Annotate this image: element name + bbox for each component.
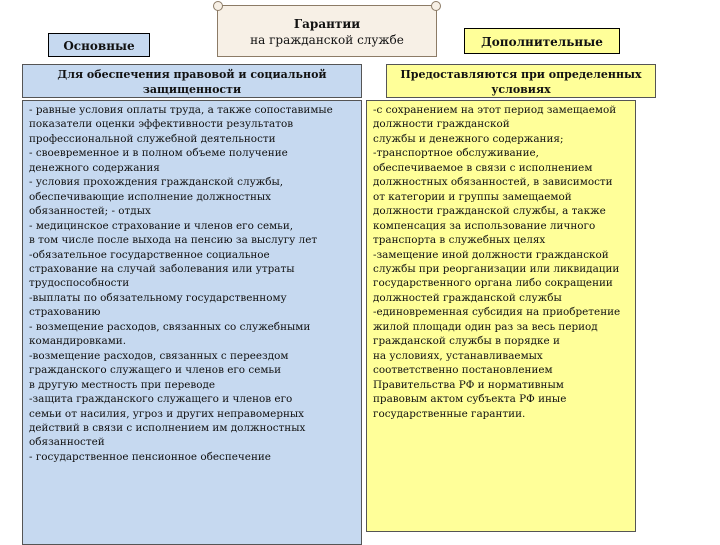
additional-guarantee-line: -единовременная субсидия на приобретение xyxy=(373,306,621,319)
additional-guarantee-line: жилой площади один раз за весь период xyxy=(373,320,598,333)
guarantees-subtitle: на гражданской службе xyxy=(250,33,404,47)
basic-guarantee-line: - возмещение расходов, связанных со служебными xyxy=(29,320,311,333)
additional-guarantee-line: государственного органа либо сокращении xyxy=(373,277,613,290)
basic-guarantee-line: -защита гражданского служащего и членов его xyxy=(29,393,293,406)
additional-guarantee-line: соответственно постановлением xyxy=(373,364,553,377)
basic-guarantee-line: - равные условия оплаты труда, а также сопоставимые xyxy=(29,104,333,116)
basic-guarantee-line: - государственное пенсионное обеспечение xyxy=(29,450,271,463)
basic-guarantee-line: трудоспособности xyxy=(29,277,130,290)
additional-guarantee-line: -с сохранением на этот период замещаемой xyxy=(373,104,617,116)
basic-guarantees-box xyxy=(48,33,150,57)
basic-guarantee-line: обязанностей xyxy=(29,436,105,449)
basic-guarantee-line: -обязательное государственное социальное xyxy=(29,248,270,261)
additional-guarantee-line: от категории и группы замещаемой xyxy=(373,190,572,203)
additional-header-line: Предоставляются при определенных xyxy=(400,68,642,81)
basic-guarantee-line: действий в связи с исполнением им должностных xyxy=(29,421,306,434)
basic-guarantee-line: - условия прохождения гражданской службы, xyxy=(29,176,284,189)
basic-guarantee-line: - своевременное и в полном объеме получение xyxy=(29,147,288,160)
basic-guarantee-line: -выплаты по обязательному государственному xyxy=(29,291,287,304)
basic-guarantee-line: гражданского служащего и членов его семьи xyxy=(29,364,282,377)
guarantees-scroll-banner xyxy=(217,5,437,57)
additional-guarantee-line: транспорта в служебных целях xyxy=(373,234,546,247)
additional-guarantee-line: -замещение иной должности гражданской xyxy=(373,248,609,261)
additional-guarantee-line: на условиях, устанавливаемых xyxy=(373,349,543,362)
basic-header-line: Для обеспечения правовой и социальной xyxy=(57,68,327,81)
additional-guarantee-line: должностей гражданской службы xyxy=(373,291,562,304)
basic-guarantee-line: - медицинское страхование и членов его семьи, xyxy=(29,219,294,232)
basic-guarantees-label: Основные xyxy=(63,39,135,53)
additional-guarantees-header xyxy=(386,64,656,98)
basic-guarantee-line: страхование на случай заболевания или утраты xyxy=(29,262,295,275)
additional-guarantee-line: -транспортное обслуживание, xyxy=(373,147,539,160)
additional-guarantee-line: службы при реорганизации или ликвидации xyxy=(373,262,620,275)
additional-guarantee-line: должности гражданской службы, а также xyxy=(373,205,606,218)
scroll-curl-right-icon xyxy=(431,1,441,11)
additional-guarantee-line: службы и денежного содержания; xyxy=(373,132,564,145)
basic-guarantee-line: в том числе после выхода на пенсию за выслугу лет xyxy=(29,234,318,247)
additional-guarantee-line: обеспечиваемое в связи с исполнением xyxy=(373,161,593,174)
basic-guarantee-line: в другую местность при переводе xyxy=(29,378,216,391)
additional-guarantees-label: Дополнительные xyxy=(481,35,603,49)
basic-guarantee-line: денежного содержания xyxy=(29,161,160,174)
scroll-curl-left-icon xyxy=(213,1,223,11)
basic-guarantee-line: обязанностей; - отдых xyxy=(29,205,151,218)
basic-guarantee-line: -возмещение расходов, связанных с переездом xyxy=(29,349,289,362)
basic-guarantee-line: обеспечивающие исполнение должностных xyxy=(29,190,271,203)
basic-header-line: защищенности xyxy=(142,83,242,96)
basic-guarantee-line: показатели оценки эффективности результатов xyxy=(29,118,294,131)
additional-guarantees-list xyxy=(366,100,636,532)
additional-guarantee-line: должностных обязанностей, в зависимости xyxy=(373,176,613,189)
additional-header-line: условиях xyxy=(491,83,551,96)
additional-guarantee-line: Правительства РФ и нормативным xyxy=(373,378,564,391)
additional-guarantee-line: государственные гарантии. xyxy=(373,407,526,420)
additional-guarantees-box xyxy=(464,28,620,54)
basic-guarantees-header xyxy=(22,64,362,98)
guarantees-title: Гарантии xyxy=(293,17,361,31)
additional-guarantee-line: должности гражданской xyxy=(373,118,510,131)
basic-guarantee-line: страхованию xyxy=(29,306,101,319)
additional-guarantee-line: компенсация за использование личного xyxy=(373,219,596,232)
basic-guarantee-line: профессиональной служебной деятельности xyxy=(29,132,276,145)
basic-guarantees-list xyxy=(22,100,362,545)
basic-guarantee-line: семьи от насилия, угроз и других неправомерных xyxy=(29,407,305,420)
basic-guarantee-line: командировками. xyxy=(29,335,127,348)
additional-guarantee-line: правовым актом субъекта РФ иные xyxy=(373,393,567,406)
additional-guarantee-line: гражданской службы в порядке и xyxy=(373,335,560,348)
